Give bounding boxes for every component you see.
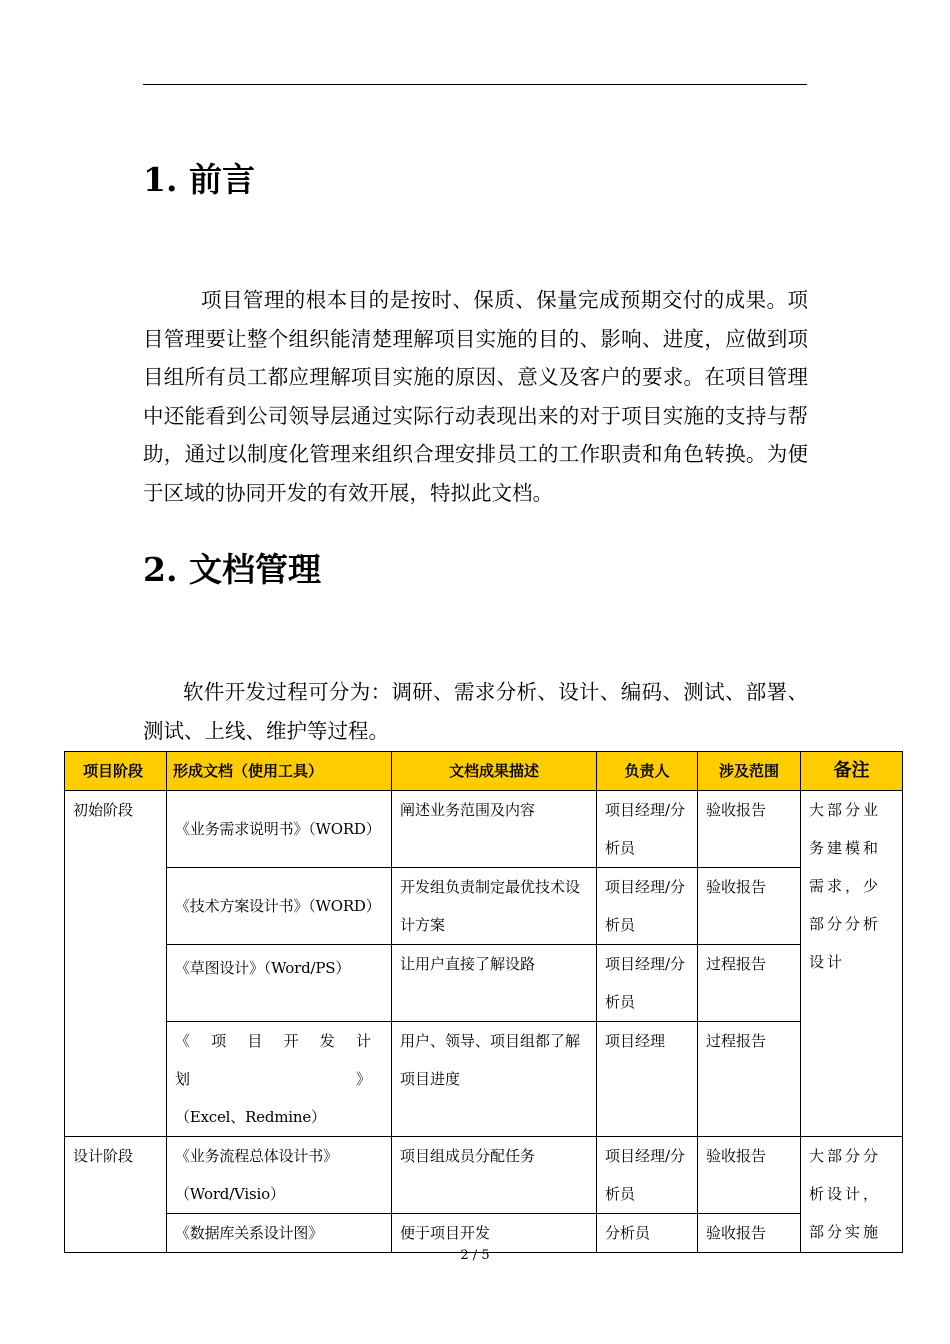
scope-cell: 验收报告: [698, 1137, 801, 1214]
table-row: [65, 868, 903, 945]
table-row: [65, 1137, 903, 1214]
stage-cell: 初始阶段: [65, 791, 167, 1137]
description-cell: 用户、领导、项目组都了解项目进度: [392, 1022, 597, 1137]
section-1-paragraph: 项目管理的根本目的是按时、保质、保量完成预期交付的成果。项目管理要让整个组织能清楚理解项目实施的目的、影响、进度，应做到项目组所有员工都应理解项目实施的原因、意义及客户的要求。在项目管理中还能看到公司领导层通过实际行动表现出来的对于项目实施的支持与帮助，通过以制度化管理来组织合理安排员工的工作职责和角色转换。为便于区域的协同开发的有效开展，特拟此文档。: [143, 288, 808, 505]
document-tool-line: （Excel、Redmine）: [175, 1108, 326, 1126]
scope-cell: 过程报告: [698, 945, 801, 1022]
document-cell: 《业务需求说明书》（WORD）: [167, 791, 392, 868]
stage-cell: 设计阶段: [65, 1137, 167, 1253]
document-cell: 《技术方案设计书》（WORD）: [167, 868, 392, 945]
description-cell: 让用户直接了解设路: [392, 945, 597, 1022]
description-cell: 项目组成员分配任务: [392, 1137, 597, 1214]
description-cell: 阐述业务范围及内容: [392, 791, 597, 868]
table-row: [65, 791, 903, 868]
owner-cell: 项目经理/分析员: [597, 945, 698, 1022]
owner-cell: 项目经理/分析员: [597, 791, 698, 868]
table-row: [65, 945, 903, 1022]
header-description: 文档成果描述: [392, 752, 597, 791]
document-title-line: 《项目开发计划》: [175, 1032, 383, 1088]
owner-cell: 项目经理: [597, 1022, 698, 1137]
note-cell: 大部分分析设计，部分实施: [801, 1137, 903, 1253]
scope-cell: 验收报告: [698, 1214, 801, 1253]
table-header-row: [65, 752, 903, 791]
header-document: 形成文档（使用工具）: [167, 752, 392, 791]
document-cell: 《业务流程总体设计书》（Word/Visio）: [167, 1137, 392, 1214]
section-2-paragraph: 软件开发过程可分为：调研、需求分析、设计、编码、测试、部署、测试、上线、维护等过程。: [143, 680, 808, 743]
description-cell: 开发组负责制定最优技术设计方案: [392, 868, 597, 945]
page-number: 2 / 5: [460, 1248, 490, 1263]
scope-cell: 过程报告: [698, 1022, 801, 1137]
document-management-table: [64, 751, 903, 1253]
header-scope: 涉及范围: [698, 752, 801, 791]
table-row: [65, 1214, 903, 1253]
owner-cell: 分析员: [597, 1214, 698, 1253]
header-rule: [143, 84, 807, 85]
header-note: 备注: [801, 752, 903, 791]
document-cell: [167, 1022, 392, 1137]
scope-cell: 验收报告: [698, 868, 801, 945]
description-cell: 便于项目开发: [392, 1214, 597, 1253]
owner-cell: 项目经理/分析员: [597, 1137, 698, 1214]
header-owner: 负责人: [597, 752, 698, 791]
header-stage: 项目阶段: [65, 752, 167, 791]
owner-cell: 项目经理/分析员: [597, 868, 698, 945]
table-row: [65, 1022, 903, 1137]
document-cell: 《草图设计》（Word/PS）: [167, 945, 392, 1022]
scope-cell: 验收报告: [698, 791, 801, 868]
document-cell: 《数据库关系设计图》: [167, 1214, 392, 1253]
section-2-title: 2. 文档管理: [143, 550, 321, 589]
note-cell: 大部分业务建模和需求，少部分分析设计: [801, 791, 903, 1137]
section-1-title: 1. 前言: [143, 160, 255, 199]
